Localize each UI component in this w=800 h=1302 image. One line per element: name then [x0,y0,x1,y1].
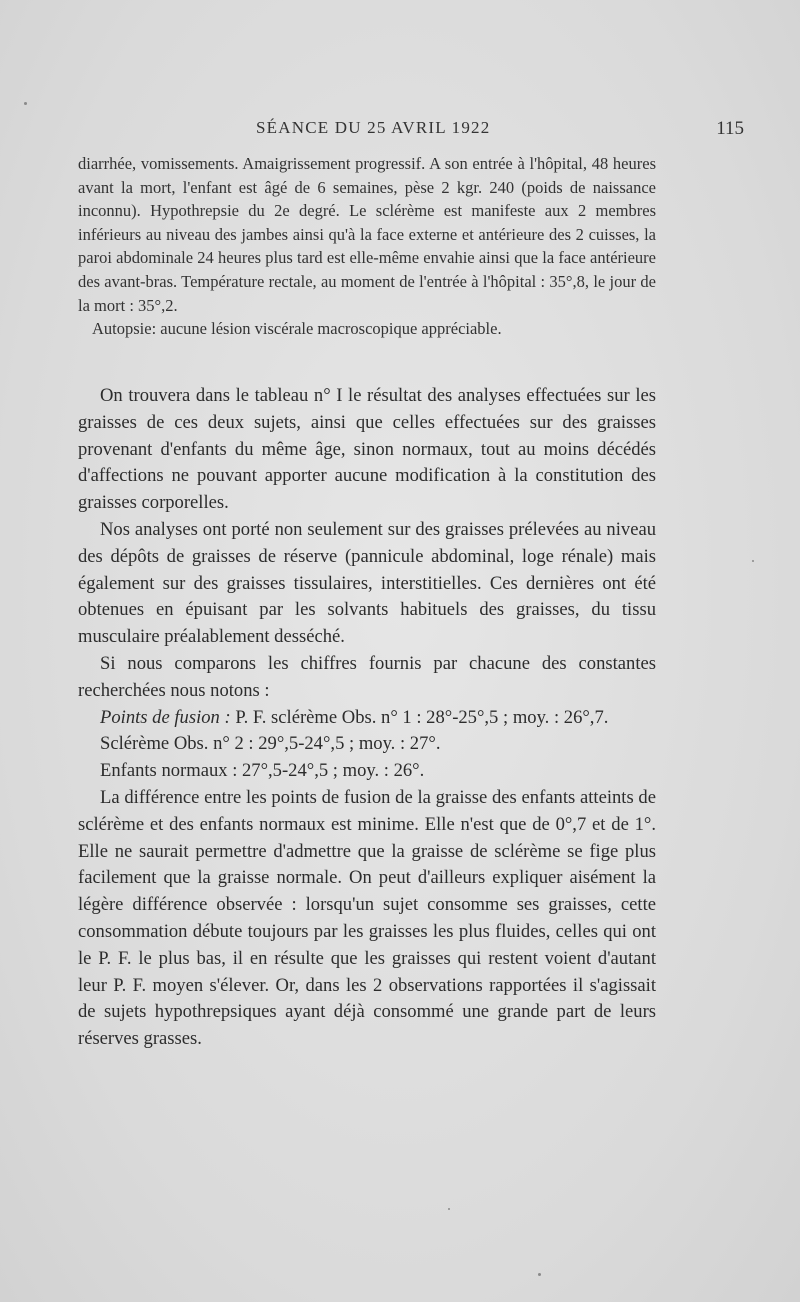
scan-speck [24,102,27,105]
case-summary [78,152,656,341]
paragraph-table-reference: On trouvera dans le tableau n° I le résultat des analyses effectuées sur les graisses de ces deux sujets, ainsi que celles effectuées sur des graisses provenant d'enfants du même âge, sinon normaux, tout au moins décédés d'affections ne pouvant apporter aucune modification à la constitution des graisses corporelles. [78,385,656,514]
case-description: diarrhée, vomissements. Amaigrissement progressif. A son entrée à l'hôpital, 48 heures avant la mort, l'enfant est âgé de 6 semaines, pèse 2 kgr. 240 (poids de naissance inconnu). Hypothrepsie du 2e degré. Le sclérème est manifeste aux 2 membres inférieurs au niveau des jambes ainsi qu'à la face externe et antérieure des 2 cuisses, la paroi abdominale 24 heures plus tard est elle-même envahie ainsi que la face antérieure des avant-bras. Température rectale, au moment de l'entrée à l'hôpital : 35°,8, le jour de la mort : 35°,2. [78,154,656,315]
scan-speck [752,560,754,562]
paragraph-melting-points [78,705,656,732]
main-text [78,383,656,1053]
paragraph-obs2: Sclérème Obs. n° 2 : 29°,5-24°,5 ; moy. : 27°. [100,733,441,755]
paragraph-analyses: Nos analyses ont porté non seulement sur des graisses prélevées au niveau des dépôts de graisses de réserve (pannicule abdominal, loge rénale) mais également sur des graisses tissulaires, interstitielles. Ces dernières ont été obtenues en épuisant par les solvants habituels des graisses, du tissu musculaire préalablement desséché. [78,518,656,648]
page-number: 115 [716,118,744,139]
paragraph-difference: La différence entre les points de fusion de la graisse des enfants atteints de sclérème et des enfants normaux est minime. Elle n'est que de 0°,7 et de 1°. Elle ne saurait permettre d'admettre que la graisse de sclérème se fige plus facilement que la graisse normale. On peut d'ailleurs expliquer aisément la légère différence observée : lorsqu'un sujet consomme ses graisses, cette consommation débute toujours par les graisses les plus fluides, celles qui ont le P. F. le plus bas, il en résulte que les graisses qui restent voient d'autant leur P. F. moyen s'élever. Or, dans les 2 observations rapportées il s'agissait de sujets hypothrepsiques ayant déjà consommé une grande part de leurs réserves grasses. [78,786,656,1050]
melting-points-label: Points de fusion : [100,706,231,728]
autopsy-note: Autopsie: aucune lésion viscérale macroscopique appréciable. [92,319,502,339]
paragraph-comparison-intro: Si nous comparons les chiffres fournis par chacune des constantes recherchées nous notons : [78,652,656,701]
scan-speck [448,1208,450,1210]
running-title: SÉANCE DU 25 AVRIL 1922 [256,118,491,137]
paragraph-normal-children: Enfants normaux : 27°,5-24°,5 ; moy. : 26°. [100,760,425,782]
melting-points-obs1: P. F. sclérème Obs. n° 1 : 28°-25°,5 ; moy. : 26°,7. [230,706,609,728]
scan-speck [538,1273,541,1276]
page-header [78,118,744,146]
